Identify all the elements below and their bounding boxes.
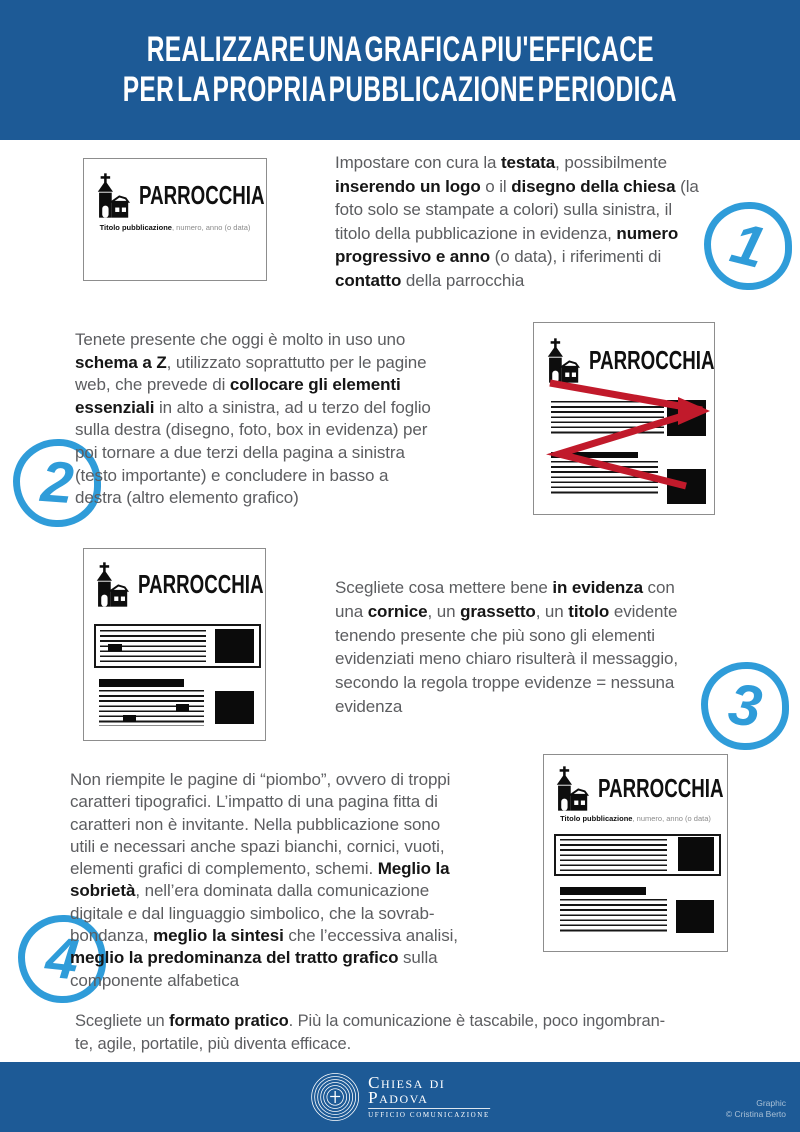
mockup-bold-word: [108, 644, 122, 651]
diocese-name-line-1: Chiesa di: [368, 1073, 446, 1092]
diocese-rings-logo: [310, 1072, 360, 1122]
z-pattern-arrow: [534, 323, 716, 516]
mockup-bold-word: [176, 704, 189, 711]
section-4-paragraph: Non riempite le pagine di “piombo”, ovvero di troppi caratteri tipografici. L’impatto di una pagina fitta di caratteri non è invitante. Nella pubblicazione sono utili e necessari anche spazi bianchi, cornici, vuoti, elementi grafici di complemento, schemi. Meglio la sobrietà, nell’era dominata dalla comunicazione digitale e dal linguaggio simbolico, che la sovrab- bondanza, meglio la sintesi che l’eccessiva analisi, meglio la predominanza del tratto grafico sulla componente alfabetica: [70, 770, 458, 990]
page-title-line-2: PER LA PROPRIA PUBBLICAZIONE PERIODICA: [122, 70, 678, 109]
mockup-tagline: Titolo pubblicazione, numero, anno (o data): [560, 814, 711, 823]
step-badge-2: 2: [13, 439, 101, 527]
mockup-image-box: [678, 837, 714, 871]
logo-divider: [368, 1108, 490, 1109]
step-badge-4: 4: [18, 915, 106, 1003]
mockup-headline-bar: [99, 679, 184, 687]
mockup-masthead: [94, 172, 313, 219]
diocese-logo: [310, 1072, 490, 1122]
mockup-masthead: [553, 765, 772, 812]
mockup-masthead-title: PARROCCHIA: [139, 180, 265, 210]
page-title-line-1: REALIZZARE UNA GRAFICA PIU'EFFICACE: [146, 30, 654, 69]
mockup-masthead-title: PARROCCHIA: [138, 569, 264, 599]
mockup-image-box: [676, 900, 714, 933]
section-2-paragraph: Tenete presente che oggi è molto in uso uno schema a Z, utilizzato soprattutto per le pagine web, che prevede di collocare gli elementi essenziali in alto a sinistra, ad u terzo del foglio sulla destra (disegno, foto, box in evidenza) per poi tornare a due terzi della pagina a sinistra (testo importante) e concludere in basso a destra (altro elemento grafico): [75, 330, 431, 508]
closing-paragraph: Scegliete un formato pratico. Più la comunicazione è tascabile, poco ingombran- te, agile, portatile, più diventa efficace.: [75, 1012, 666, 1053]
footer-band: [0, 1062, 800, 1132]
graphic-credit-line-2: © Cristina Berto: [725, 1109, 786, 1119]
graphic-credit-line-1: Graphic: [756, 1098, 786, 1108]
newsletter-mockup-4: [543, 754, 728, 952]
mockup-image-box: [215, 691, 254, 724]
diocese-name-line-2: Padova: [368, 1088, 429, 1107]
section-1-paragraph: Impostare con cura la testata, possibilmente inserendo un logo o il disegno della chiesa (la foto solo se stampate a colori) sulla sinistra, il titolo della pubblicazione in evidenza, numero progressivo e anno (o data), i riferimenti di contatto della parrocchia: [335, 153, 699, 290]
section-3-paragraph: Scegliete cosa mettere bene in evidenza con una cornice, un grassetto, un titolo evidente tenendo presente che più sono gli elementi evidenziati meno chiaro risulterà il messaggio, secondo la regola troppe evidenze = nessuna evidenza: [335, 578, 679, 716]
diocese-logo-text: [368, 1075, 490, 1119]
mockup-masthead: [93, 561, 312, 608]
church-icon: [553, 765, 591, 812]
step-badge-3: 3: [701, 662, 789, 750]
step-badge-1: 1: [704, 202, 792, 290]
newsletter-mockup-2: [533, 322, 715, 515]
mockup-masthead-title: PARROCCHIA: [598, 773, 724, 803]
header-band: [0, 0, 800, 140]
mockup-headline-bar: [560, 887, 646, 895]
newsletter-mockup-1: [83, 158, 267, 281]
newsletter-mockup-3: [83, 548, 266, 741]
mockup-masthead-title: PARROCCHIA: [589, 345, 715, 375]
church-icon: [94, 172, 132, 219]
diocese-department: UFFICIO COMUNICAZIONE: [368, 1111, 490, 1119]
church-icon: [93, 561, 131, 608]
graphic-credit: [726, 1098, 786, 1120]
mockup-text-lines: [560, 899, 667, 934]
mockup-bold-word: [123, 715, 136, 722]
mockup-image-box: [215, 629, 254, 663]
mockup-text-lines: [560, 839, 667, 871]
mockup-tagline: Titolo pubblicazione, numero, anno (o data): [99, 223, 251, 232]
